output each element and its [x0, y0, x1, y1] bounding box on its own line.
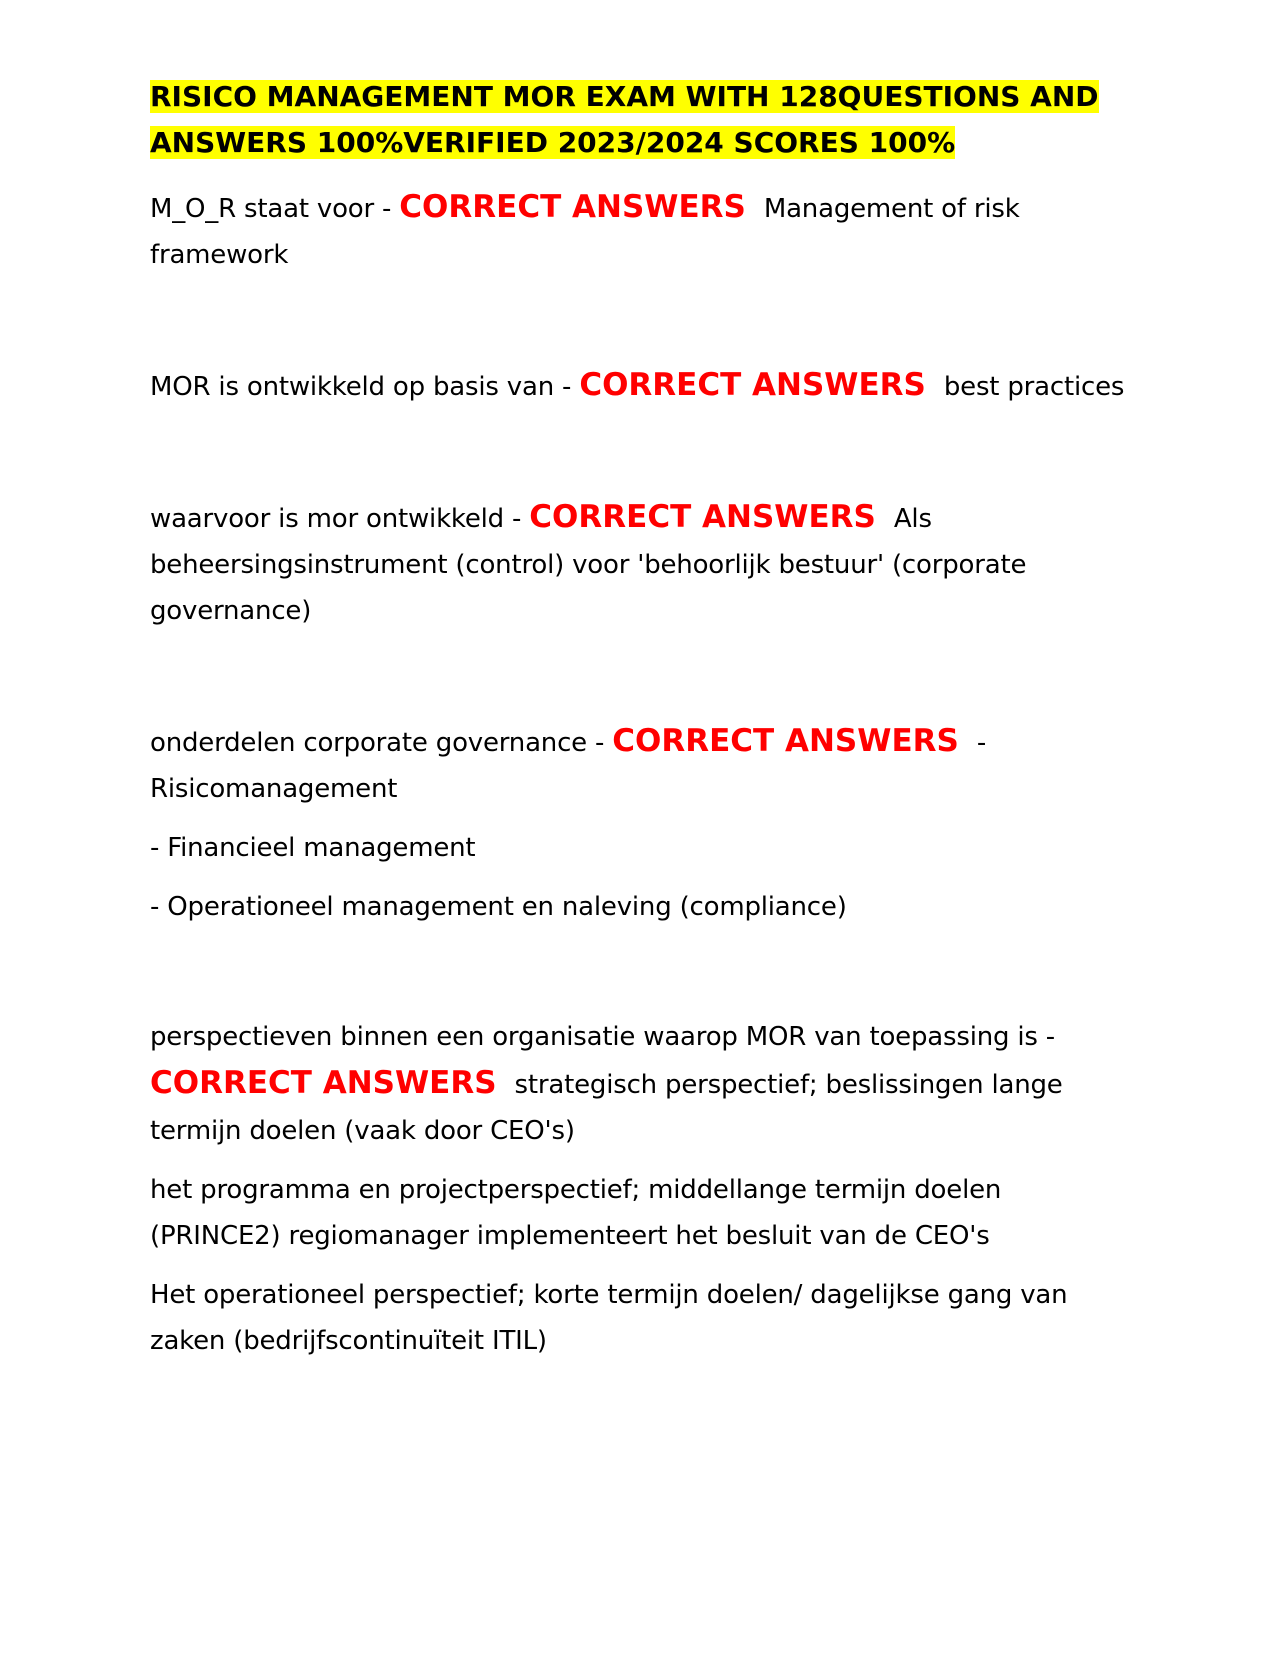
correct-answers-label: CORRECT ANSWERS: [399, 189, 746, 225]
question-text: perspectieven binnen een organisatie waarop MOR van toepassing is -: [150, 1022, 1055, 1052]
qa-item-2: [150, 362, 1130, 410]
document-page: [150, 74, 1130, 1364]
qa-item-3: [150, 494, 1130, 634]
question-text: waarvoor is mor ontwikkeld -: [150, 504, 530, 534]
answer-continuation: - Operationeel management en naleving (compliance): [150, 892, 847, 922]
answer-text: strategisch perspectief; beslissingen lange termijn doelen (vaak door CEO's): [150, 1070, 1063, 1146]
answer-continuation: het programma en projectperspectief; middellange termijn doelen (PRINCE2) regiomanager implementeert het besluit van de CEO's: [150, 1175, 1002, 1251]
question-text: MOR is ontwikkeld op basis van -: [150, 372, 580, 402]
question-text: onderdelen corporate governance -: [150, 728, 613, 758]
answer-continuation: - Financieel management: [150, 833, 476, 863]
qa-item-5: [150, 1014, 1130, 1154]
correct-answers-label: CORRECT ANSWERS: [579, 367, 926, 403]
correct-answers-label: CORRECT ANSWERS: [150, 1065, 497, 1101]
qa-item-1: [150, 184, 1130, 278]
title-highlight: RISICO MANAGEMENT MOR EXAM WITH 128QUESTIONS AND ANSWERS 100%VERIFIED 2023/2024 SCORES 100%: [150, 80, 1099, 159]
document-title: [150, 74, 1130, 166]
question-text: M_O_R staat voor -: [150, 194, 400, 224]
answer-text: Als beheersingsinstrument (control) voor 'behoorlijk bestuur' (corporate governance): [150, 504, 1027, 626]
answer-text: Management of risk framework: [150, 194, 1020, 270]
answer-text: best practices: [943, 372, 1125, 402]
qa-item-4: [150, 718, 1130, 812]
answer-text: - Risicomanagement: [150, 728, 987, 804]
correct-answers-label: CORRECT ANSWERS: [612, 723, 959, 759]
correct-answers-label: CORRECT ANSWERS: [529, 499, 876, 535]
answer-continuation: Het operationeel perspectief; korte termijn doelen/ dagelijkse gang van zaken (bedrijfscontinuïteit ITIL): [150, 1280, 1068, 1356]
